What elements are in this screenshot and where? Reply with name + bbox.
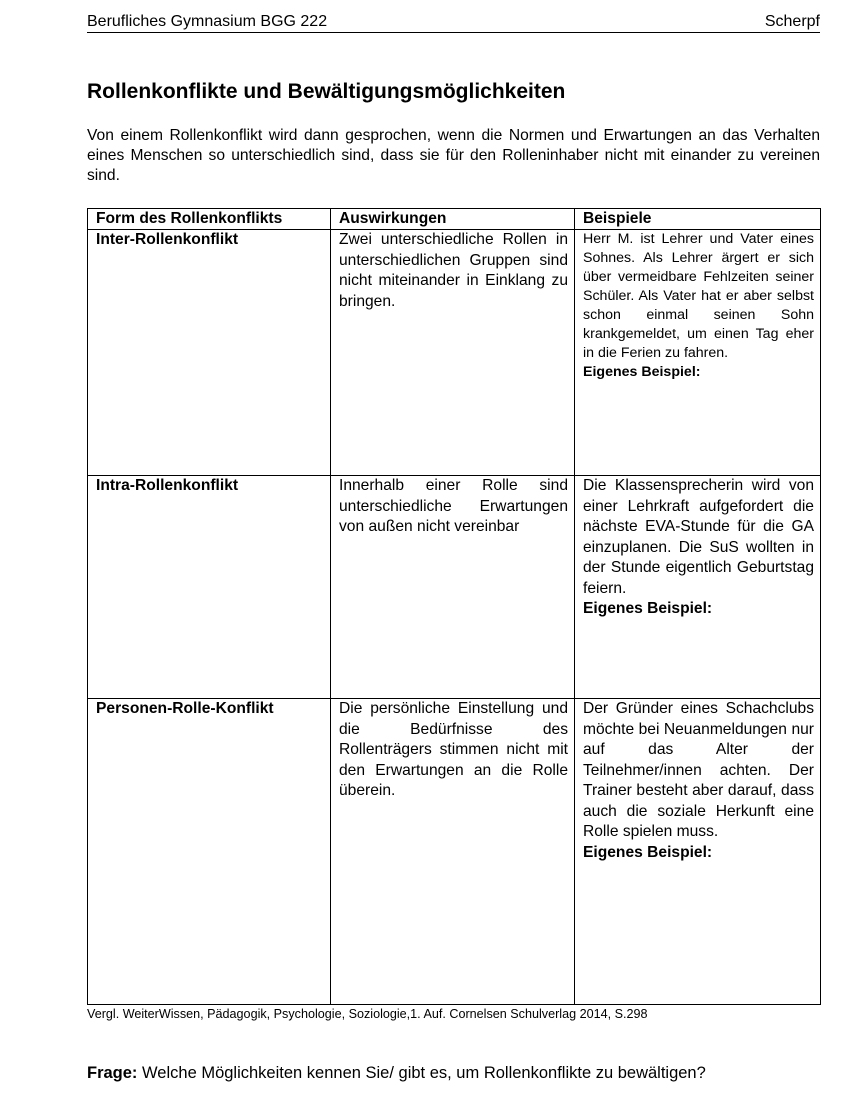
question	[87, 1064, 706, 1083]
form-cell	[88, 699, 331, 1005]
table-row	[88, 699, 821, 1005]
own-example-label: Eigenes Beispiel:	[583, 364, 701, 380]
page-header	[87, 12, 820, 33]
example-cell	[575, 230, 821, 476]
effect-text: Innerhalb einer Rolle sind unterschiedliche Erwartungen von außen nicht vereinbar	[339, 477, 568, 535]
question-text: Welche Möglichkeiten kennen Sie/ gibt es, um Rollenkonflikte zu bewältigen?	[137, 1064, 706, 1082]
own-example-label: Eigenes Beispiel:	[583, 600, 713, 617]
header-effects: Auswirkungen	[331, 209, 575, 230]
own-example-label: Eigenes Beispiel:	[583, 843, 713, 861]
effect-cell	[331, 699, 575, 1005]
example-cell	[575, 476, 821, 699]
effect-text: Die persönliche Einstellung und die Bedürfnisse des Rollenträgers stimmen nicht mit den Erwartungen an die Rolle überein.	[339, 700, 568, 799]
form-cell	[88, 230, 331, 476]
header-examples: Beispiele	[575, 209, 821, 230]
form-cell	[88, 476, 331, 699]
role-conflict-table	[87, 208, 821, 1005]
school-name: Berufliches Gymnasium BGG 222	[87, 13, 328, 30]
table-row	[88, 476, 821, 699]
example-text: Die Klassensprecherin wird von einer Lehrkraft aufgefordert die nächste EVA-Stunde für die GA einzuplanen. Die SuS wollten in der Stunde eigentlich Geburtstag feiern.	[583, 477, 814, 597]
example-text: Der Gründer eines Schachclubs möchte bei Neuanmeldungen nur auf das Alter der Teilnehmer/innen achten. Der Trainer besteht aber darauf, dass auch die soziale Herkunft eine Rolle spielen muss.	[583, 700, 814, 840]
effect-cell	[331, 230, 575, 476]
form-name: Inter-Rollenkonflikt	[96, 231, 239, 248]
header-form: Form des Rollenkonflikts	[88, 209, 331, 230]
source-citation: Vergl. WeiterWissen, Pädagogik, Psychologie, Soziologie,1. Auf. Cornelsen Schulverlag 2014, S.298	[87, 1007, 648, 1021]
table-row	[88, 230, 821, 476]
question-label: Frage:	[87, 1064, 138, 1082]
effect-cell	[331, 476, 575, 699]
example-cell	[575, 699, 821, 1005]
author-name: Scherpf	[764, 13, 820, 30]
table-header-row	[88, 209, 821, 230]
form-name: Personen-Rolle-Konflikt	[96, 700, 274, 717]
effect-text: Zwei unterschiedliche Rollen in unterschiedlichen Gruppen sind nicht miteinander in Einklang zu bringen.	[339, 231, 568, 310]
intro-paragraph: Von einem Rollenkonflikt wird dann gesprochen, wenn die Normen und Erwartungen an das Verhalten eines Menschen so unterschiedlich sind, dass sie für den Rolleninhaber nicht mit einander zu vereinen sind.	[87, 127, 820, 184]
page-title: Rollenkonflikte und Bewältigungsmöglichkeiten	[87, 80, 566, 103]
example-text: Herr M. ist Lehrer und Vater eines Sohnes. Als Lehrer ärgert er sich über vermeidbare Fehlzeiten seiner Schüler. Als Vater hat er aber selbst schon einmal seinen Sohn krankgemeldet, um einen Tag eher in die Ferien zu fahren.	[583, 231, 814, 361]
form-name: Intra-Rollenkonflikt	[96, 477, 239, 494]
